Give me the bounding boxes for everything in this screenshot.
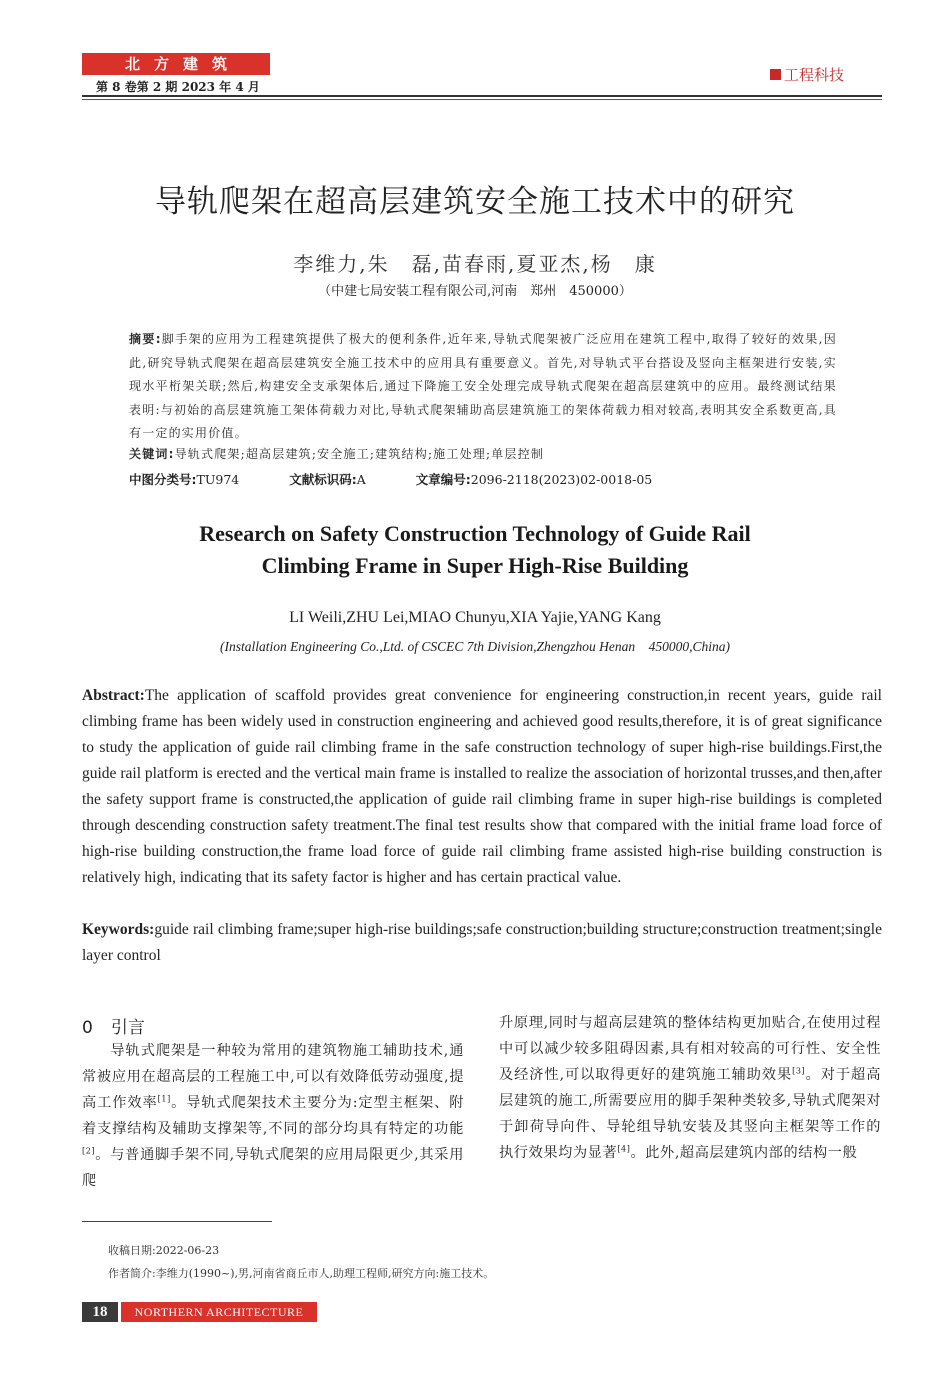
classification-meta bbox=[129, 470, 702, 488]
article-title-cn: 导轨爬架在超高层建筑安全施工技术中的研究 bbox=[155, 184, 795, 220]
citation-ref: [4] bbox=[617, 1144, 631, 1154]
abstract-cn bbox=[129, 328, 837, 446]
keywords-cn bbox=[129, 445, 837, 462]
doc-code: 文献标识码:A bbox=[289, 472, 366, 487]
citation-ref: [1] bbox=[157, 1094, 171, 1104]
affiliation-en: (Installation Engineering Co.,Ltd. of CSCEC 7th Division,Zhengzhou Henan 450000,China) bbox=[219, 639, 730, 654]
journal-name-banner: 北方建筑 bbox=[82, 53, 270, 75]
header-rule bbox=[82, 95, 882, 97]
body-column-right: 升原理,同时与超高层建筑的整体结构更加贴合,在使用过程中可以减少较多阻碍因素,具有相对较高的可行性、安全性及经济性,可以取得更好的建筑施工辅助效果[3]。对于超高层建筑的施工,所需要应用的脚手架种类较多,导轨式爬架对于卸荷导向件、导轮组导轨安装及其竖向主框架等工作的执行效果均为显著[4]。此外,超高层建筑内部的结构一般 bbox=[499, 1015, 881, 1161]
footnote-rule bbox=[82, 1221, 272, 1222]
abstract-en bbox=[82, 683, 882, 891]
citation-ref: [2] bbox=[82, 1146, 96, 1156]
page-number: 18 bbox=[82, 1302, 118, 1322]
keywords-en-text: guide rail climbing frame;super high-rise buildings;safe construction;building structure;construction treatment;single layer control bbox=[82, 921, 882, 964]
footnote-received: 收稿日期:2022-06-23 bbox=[108, 1244, 220, 1257]
authors-en: LI Weili,ZHU Lei,MIAO Chunyu,XIA Yajie,YANG Kang bbox=[289, 609, 661, 626]
section-square-icon bbox=[770, 69, 781, 80]
keywords-en-label: Keywords: bbox=[82, 921, 155, 938]
authors-cn: 李维力,朱 磊,苗春雨,夏亚杰,杨 康 bbox=[293, 252, 657, 276]
affiliation-cn: （中建七局安装工程有限公司,河南 郑州 450000） bbox=[318, 284, 632, 299]
section-title: 引言 bbox=[110, 1018, 145, 1038]
footer-journal-name: NORTHERN ARCHITECTURE bbox=[121, 1302, 317, 1322]
section-tag bbox=[770, 64, 844, 85]
issue-info: 第 8 卷第 2 期 2023 年 4 月 bbox=[96, 80, 260, 94]
keywords-cn-text: 导轨式爬架;超高层建筑;安全施工;建筑结构;施工处理;单层控制 bbox=[174, 447, 545, 461]
citation-ref: [3] bbox=[792, 1066, 806, 1076]
article-title-en bbox=[0, 518, 950, 582]
article-number: 文章编号:2096-2118(2023)02-0018-05 bbox=[415, 472, 653, 487]
abstract-en-text: The application of scaffold provides great convenience for engineering construction,in recent years, guide rail climbing frame has been widely used in construction engineering and achieved good results,therefore, it is of great significance to study the application of guide rail climbing frame in the safe construction technology of super high-rise buildings.First,the guide rail platform is erected and the vertical main frame is installed to realize the association of horizontal trusses,and then,after the safety support frame is constructed,the application of guide rail climbing frame in super high-rise buildings is completed through descending construction safety treatment.The final test results show that compared with the initial frame load force of high-rise building construction,the frame load force of guide rail climbing frame assisted high-rise building construction is relatively high, indicating that its safety factor is higher and has certain practical value. bbox=[82, 687, 882, 886]
abstract-cn-text: 脚手架的应用为工程建筑提供了极大的便利条件,近年来,导轨式爬架被广泛应用在建筑工程中,取得了较好的效果,因此,研究导轨式爬架在超高层建筑安全施工技术中的应用具有重要意义。首先,对导轨式平台搭设及竖向主框架进行安装,实现水平桁架关联;然后,构建安全支承架体后,通过下降施工安全处理完成导轨式爬架在超高层建筑中的应用。最终测试结果表明:与初始的高层建筑施工架体荷载力对比,导轨式爬架辅助高层建筑施工的架体荷载力相对较高,表明其安全系数更高,具有一定的实用价值。 bbox=[129, 332, 837, 440]
section-number: 0 bbox=[82, 1018, 93, 1038]
body-column-left: 导轨式爬架是一种较为常用的建筑物施工辅助技术,通常被应用在超高层的工程施工中,可以有效降低劳动强度,提高工作效率[1]。导轨式爬架技术主要分为:定型主框架、附着支撑结构及辅助支撑架等,不同的部分均具有特定的功能[2]。与普通脚手架不同,导轨式爬架的应用局限更少,其采用爬 bbox=[82, 1043, 464, 1189]
section-heading bbox=[82, 1013, 145, 1038]
keywords-cn-label: 关键词: bbox=[129, 447, 175, 461]
abstract-en-label: Abstract: bbox=[82, 687, 145, 704]
title-en-line1: Research on Safety Construction Technology of Guide Rail bbox=[199, 521, 751, 546]
header-rule-thin bbox=[82, 99, 882, 100]
footnote-author: 作者简介:李维力(1990~),男,河南省商丘市人,助理工程师,研究方向:施工技术。 bbox=[108, 1267, 495, 1280]
clc-number: 中图分类号:TU974 bbox=[129, 472, 240, 487]
keywords-en bbox=[82, 917, 882, 969]
section-label: 工程科技 bbox=[784, 66, 845, 84]
title-en-line2: Climbing Frame in Super High-Rise Building bbox=[261, 553, 689, 578]
abstract-cn-label: 摘要: bbox=[129, 332, 162, 346]
